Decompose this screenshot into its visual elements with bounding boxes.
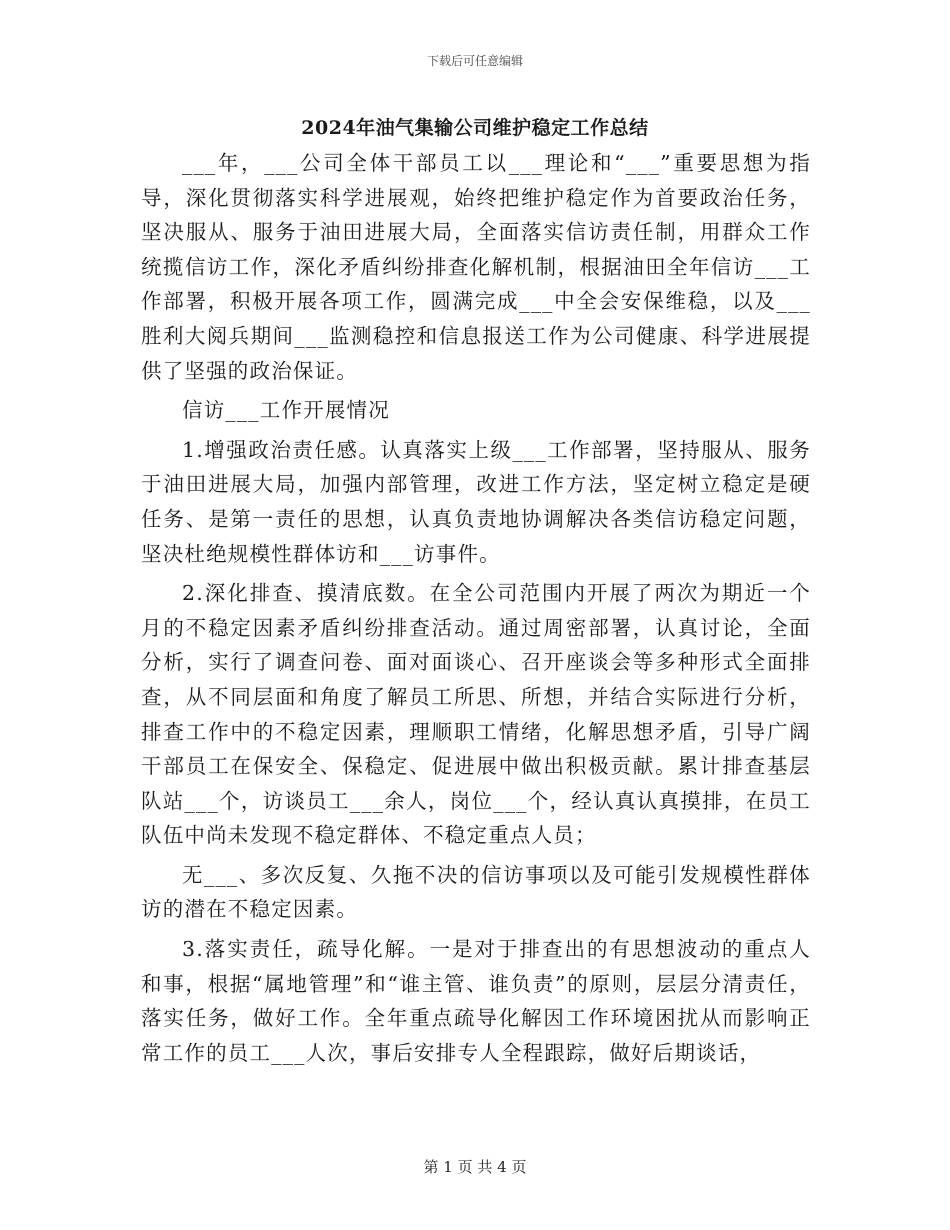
page-footer: 第 1 页 共 4 页 bbox=[423, 1158, 527, 1176]
section-heading: 信访___工作开展情况 bbox=[182, 398, 390, 423]
document-title: 2024年油气集输公司维护稳定工作总结 bbox=[301, 117, 649, 139]
document-body bbox=[141, 146, 811, 1075]
paragraph-item-2: 2.深化排查、摸清底数。在全公司范围内开展了两次为期近一个月的不稳定因素矛盾纠纷排查活动。通过周密部署，认真讨论，全面分析，实行了调查问卷、面对面谈心、召开座谈会等多种形式全面排查，从不同层面和角度了解员工所思、所想，并结合实际进行分析，排查工作中的不稳定因素，理顺职工情绪，化解思想矛盾，引导广阔干部员工在保安全、保稳定、促进展中做出积极贡献。累计排查基层队站___个，访谈员工___余人，岗位___个，经认真认真摸排，在员工队伍中尚未发现不稳定群体、不稳定重点人员； bbox=[141, 581, 811, 848]
paragraph-intro: ___年，___公司全体干部员工以___理论和“___”重要思想为指导，深化贯彻落实科学进展观，始终把维护稳定作为首要政治任务，坚决服从、服务于油田进展大局，全面落实信访责任制，用群众工作统揽信访工作，深化矛盾纠纷排查化解机制，根据油田全年信访___工作部署，积极开展各项工作，圆满完成___中全会安保维稳，以及___胜利大阅兵期间___监测稳控和信息报送工作为公司健康、科学进展提供了坚强的政治保证。 bbox=[141, 151, 811, 383]
paragraph-item-1: 1.增强政治责任感。认真落实上级___工作部署，坚持服从、服务于油田进展大局，加强内部管理，改进工作方法，坚定树立稳定是硬任务、是第一责任的思想，认真负责地协调解决各类信访稳定问题，坚决杜绝规模性群体访和___访事件。 bbox=[141, 437, 811, 566]
paragraph-item-2-cont: 无___、多次反复、久拖不决的信访事项以及可能引发规模性群体访的潜在不稳定因素。 bbox=[141, 862, 811, 922]
header-note: 下载后可任意编辑 bbox=[426, 54, 523, 68]
paragraph-item-3: 3.落实责任，疏导化解。一是对于排查出的有思想波动的重点人和事，根据“属地管理”和“谁主管、谁负责”的原则，层层分清责任，落实任务，做好工作。全年重点疏导化解因工作环境困扰从而影响正常工作的员工___人次，事后安排专人全程跟踪，做好后期谈话， bbox=[141, 937, 811, 1065]
